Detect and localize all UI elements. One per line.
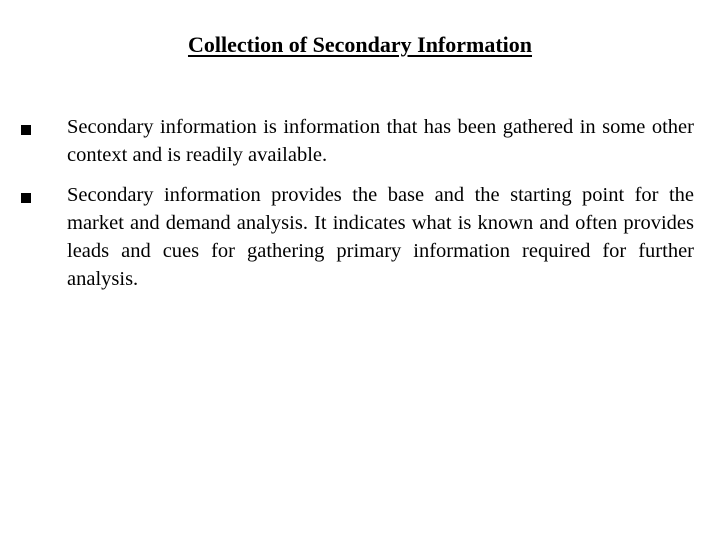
bullet-text: Secondary information provides the base and the starting point for the market and demand analysis. It indicates what is known and often provides leads and cues for gathering primary information required for further analysis. xyxy=(67,184,694,290)
bullet-item xyxy=(0,181,720,293)
bullet-item xyxy=(0,113,720,169)
bullet-list xyxy=(0,113,720,305)
bullet-text: Secondary information is information that has been gathered in some other context and is readily available. xyxy=(67,116,694,166)
slide-title: Collection of Secondary Information xyxy=(187,32,533,57)
square-bullet-icon xyxy=(21,193,31,203)
square-bullet-icon xyxy=(21,125,31,135)
